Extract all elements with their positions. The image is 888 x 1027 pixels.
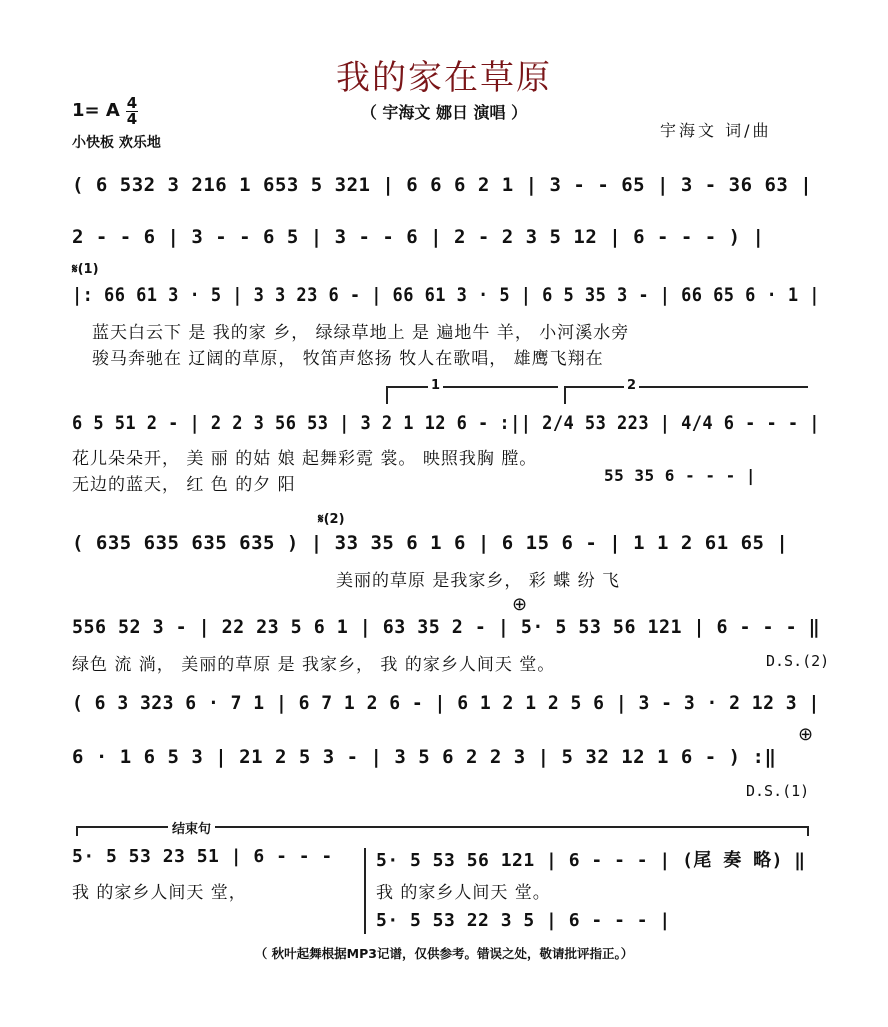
lyrics-3-verse2: 骏马奔驰在 辽阔的草原， 牧笛声悠扬 牧人在歌唱， 雄鹰飞翔在 [92,349,604,369]
ending-lyrics-a: 我 的家乡人间天 堂， [72,883,247,903]
meter-top: 4 [126,94,138,112]
lyrics-5: 美丽的草原 是我家乡， 彩 蝶 纷 飞 [336,571,621,591]
segno-2: 𝄋(2) [318,512,345,527]
tempo-marking: 小快板 欢乐地 [72,135,161,151]
ending-label: 结束句 [168,818,215,837]
ending-line-b: 5· 5 53 56 121 | 6 - - - | (尾 奏 略) ‖ [376,850,806,871]
key-signature: 1= A [72,100,120,121]
performers: （ 宇海文 娜日 演唱 ） [360,103,528,122]
ending-line-a: 5· 5 53 23 51 | 6 - - - [72,846,333,867]
lyrics-3-verse1: 蓝天白云下 是 我的家 乡， 绿绿草地上 是 遍地牛 羊， 小河溪水旁 [92,323,630,343]
lyrics-4-verse2: 无边的蓝天， 红 色 的夕 阳 [72,475,296,495]
score-line-3: |: 66 61 3 · 5 | 3 3 23 6 - | 66 61 3 · 5 | 6 5 35 3 - | 66 65 6 · 1 | [72,284,820,306]
system-bracket [364,848,366,934]
volta-2-number: 2 [624,378,639,393]
segno-1: 𝄋(1) [72,262,99,277]
meter-bottom: 4 [126,110,138,128]
song-title: 我的家在草原 [336,58,552,98]
coda-sign-2: ⊕ [798,724,814,745]
ending-bracket-right [807,826,809,836]
time-signature [126,96,138,127]
score-line-7: ( 6 3 323 6 · 7 1 | 6 7 1 2 6 - | 6 1 2 1 2 5 6 | 3 - 3 · 2 12 3 | [72,692,820,714]
volta-2-bracket [564,386,808,388]
volta-1-bracket-left [386,386,388,404]
lyrics-4-verse1: 花儿朵朵开， 美 丽 的姑 娘 起舞彩霓 裳。 映照我胸 膛。 [72,449,538,469]
transcription-note: （ 秋叶起舞根据MP3记谱，仅供参考。错误之处，敬请批评指正。） [254,946,634,961]
score-line-2: 2 - - 6 | 3 - - 6 5 | 3 - - 6 | 2 - 2 3 5 12 | 6 - - - ) | [72,226,765,248]
score-line-6: 556 52 3 - | 22 23 5 6 1 | 63 35 2 - | 5· 5 53 56 121 | 6 - - - ‖ [72,616,821,638]
dal-segno-1: D.S.(1) [746,782,810,800]
volta-1-bracket [386,386,558,388]
ending-lyrics-b: 我 的家乡人间天 堂。 [376,883,551,903]
lyrics-6: 绿色 流 淌， 美丽的草原 是 我家乡， 我 的家乡人间天 堂。 [72,655,556,675]
score-line-4: 6 5 51 2 - | 2 2 3 56 53 | 3 2 1 12 6 - :|| 2/4 53 223 | 4/4 6 - - - | [72,412,820,434]
ending-bracket-left [76,826,78,836]
ending-line-harmony: 5· 5 53 22 3 5 | 6 - - - | [376,910,671,931]
dal-segno-2: D.S.(2) [766,652,830,670]
score-line-8: 6 · 1 6 5 3 | 21 2 5 3 - | 3 5 6 2 2 3 | 5 32 12 1 6 - ) :‖ [72,746,777,768]
coda-sign-1: ⊕ [512,594,528,615]
lyricist-composer: 宇海文 词/曲 [660,121,772,140]
alternate-melody: 55 35 6 - - - | [604,466,756,485]
score-line-1: ( 6 532 3 216 1 653 5 321 | 6 6 6 2 1 | 3 - - 65 | 3 - 36 63 | [72,174,813,196]
volta-2-bracket-left [564,386,566,404]
score-line-5: ( 635 635 635 635 ) | 33 35 6 1 6 | 6 15 6 - | 1 1 2 61 65 | [72,532,789,554]
volta-1-number: 1 [428,378,443,393]
